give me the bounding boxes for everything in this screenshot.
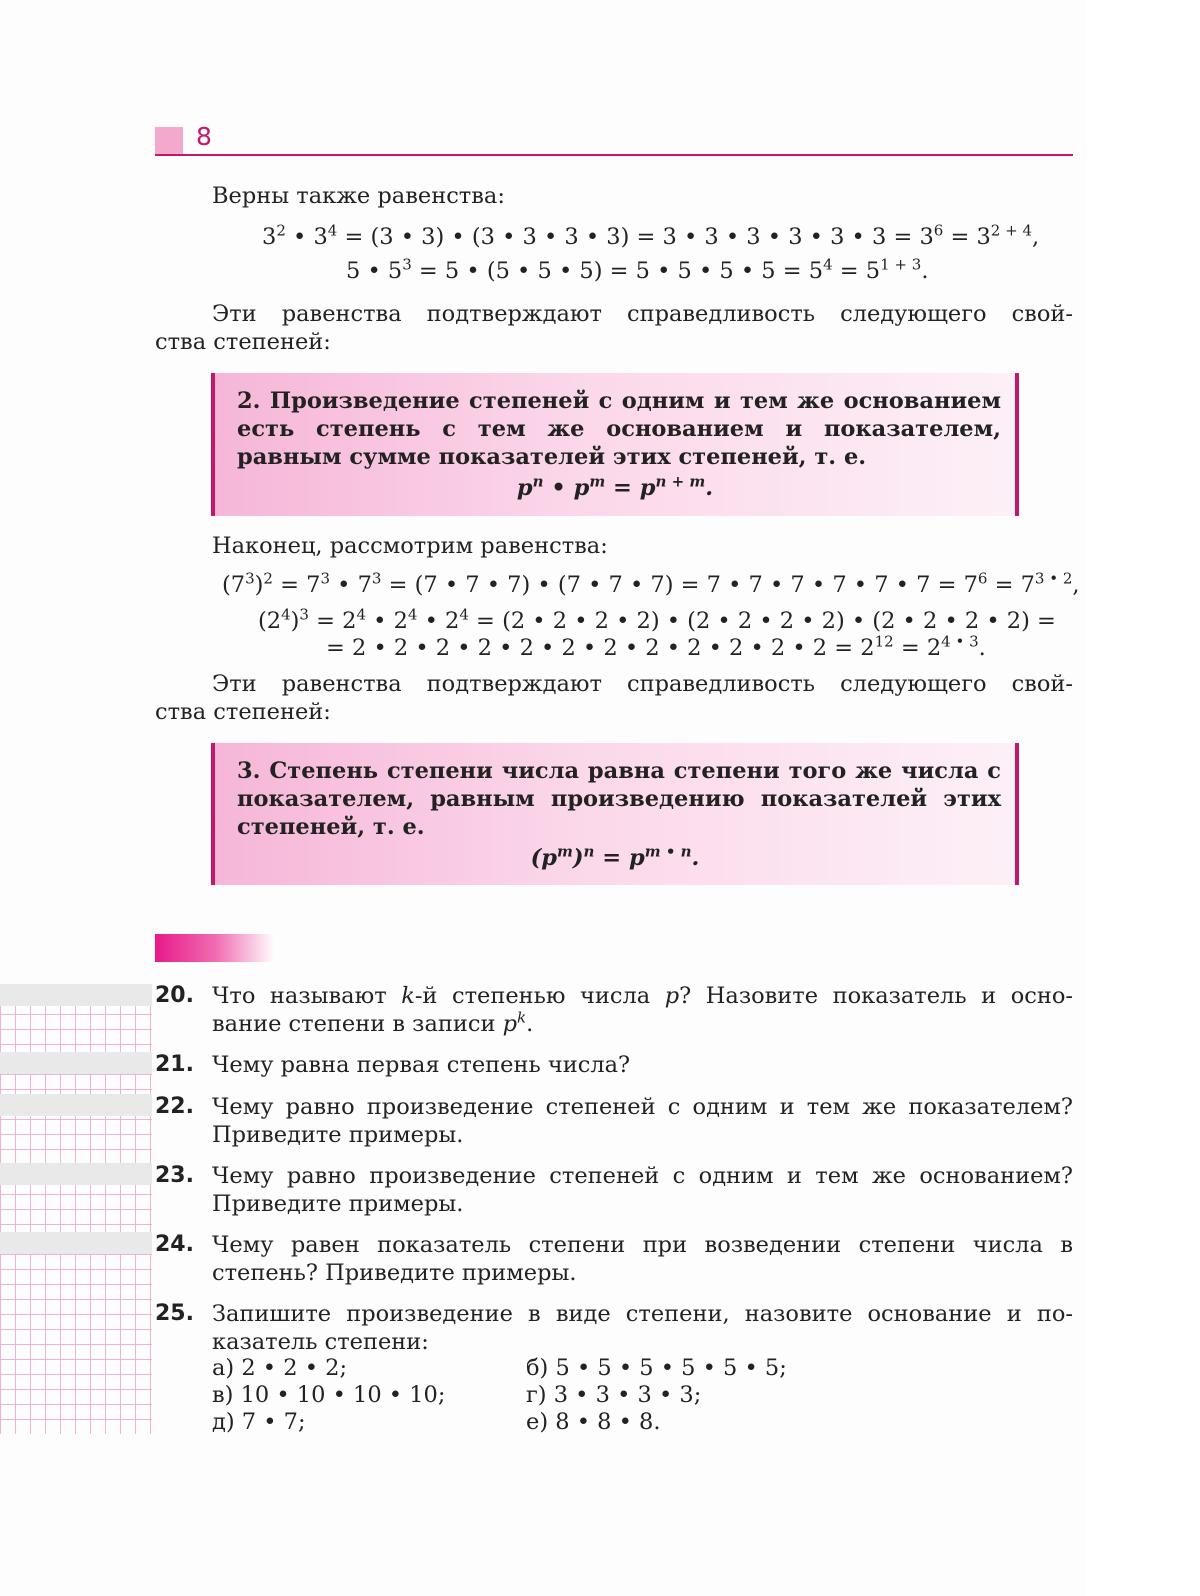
margin-stripe — [0, 1163, 152, 1185]
rule-formula: $p^n$ • $p^m = p^{n + m}$. — [516, 472, 714, 501]
margin-stripe — [0, 1094, 152, 1116]
equation-line: = 2 • 2 • 2 • 2 • 2 • 2 • 2 • 2 • 2 • 2 • 2 • $2 = 2^{12} = 2^{4 • 3}$. — [326, 632, 986, 661]
header-marker — [155, 127, 183, 154]
confirm-text: Эти равенства подтверждают справедливость следующего свой- — [212, 301, 1073, 327]
answer-option: а) 2 • 2 • 2; — [212, 1355, 348, 1381]
margin-stripe — [0, 984, 152, 1006]
question-text: Что называют k-й степенью числа p? Назовите показатель и осно- вание степени в записи $p^k$. — [212, 983, 1073, 1037]
questions-section-bar — [155, 934, 275, 962]
equation-line: $(2^4)^3 = 2^4$ • $2^4$ • $2^4 = (2$ • 2 • 2 • 2) • (2 • 2 • 2 • 2) • (2 • 2 • 2 • 2) = — [258, 605, 1056, 634]
margin-stripe — [0, 1052, 152, 1074]
question-number: 24. — [155, 1232, 194, 1257]
rule-box — [211, 373, 1019, 516]
question-number: 25. — [155, 1301, 194, 1326]
question-number: 21. — [155, 1052, 194, 1077]
confirm-text-cont: ства степеней: — [155, 699, 331, 725]
question-text: Чему равна первая степень числа? — [212, 1052, 631, 1078]
answer-option: б) 5 • 5 • 5 • 5 • 5 • 5; — [526, 1355, 787, 1381]
confirm-text-cont: ства степеней: — [155, 329, 331, 355]
question-number: 20. — [155, 983, 194, 1008]
equation-line: $3^2$ • $3^4 = (3$ • 3) • (3 • 3 • 3 • 3) = 3 • 3 • 3 • 3 • 3 • $3 = 3^6 = 3^{2 + 4}$, — [262, 221, 1040, 250]
question-text: Запишите произведение в виде степени, назовите основание и по- казатель степени: — [212, 1301, 1073, 1355]
question-text: Чему равно произведение степеней с одним и тем же показателем? Приведите примеры. — [212, 1094, 1073, 1148]
equation-line: 5 • $5^3 = 5$ • (5 • 5 • 5) = 5 • 5 • 5 • $5 = 5^4 = 5^{1 + 3}$. — [346, 255, 929, 284]
question-number: 23. — [155, 1163, 194, 1188]
page-number: 8 — [196, 122, 212, 151]
rule-text: 2. Произведение степеней с одним и тем же основанием есть степень с тем же основанием и показателем, равным сумме показателей этих степеней, т. е. — [237, 388, 1001, 470]
rule-text: 3. Степень степени числа равна степени того же числа с показателем, равным произведению показателей этих степеней, т. е. — [237, 758, 1001, 840]
answer-option: в) 10 • 10 • 10 • 10; — [212, 1382, 446, 1408]
question-text: Чему равно произведение степеней с одним и тем же основанием? Приведите примеры. — [212, 1163, 1073, 1217]
answer-option: д) 7 • 7; — [212, 1409, 306, 1435]
margin-stripe — [0, 1232, 152, 1254]
intro-text: Верны также равенства: — [212, 183, 505, 209]
header-rule — [155, 154, 1073, 156]
rule-box — [211, 743, 1019, 885]
answer-option: е) 8 • 8 • 8. — [526, 1409, 661, 1435]
confirm-text: Эти равенства подтверждают справедливость следующего свой- — [212, 671, 1073, 697]
question-text: Чему равен показатель степени при возведении степени числа в степень? Приведите примеры. — [212, 1232, 1073, 1286]
finally-text: Наконец, рассмотрим равенства: — [212, 533, 608, 559]
rule-formula: $(p^m)^n = p^{m • n}$. — [530, 842, 700, 871]
answer-option: г) 3 • 3 • 3 • 3; — [526, 1382, 702, 1408]
question-number: 22. — [155, 1094, 194, 1119]
equation-line: $(7^3)^2 = 7^3$ • $7^3 = (7$ • 7 • 7) • (7 • 7 • 7) = 7 • 7 • 7 • 7 • 7 • $7 = 7^6 = 7^{3 • 2}$, — [222, 569, 1080, 598]
